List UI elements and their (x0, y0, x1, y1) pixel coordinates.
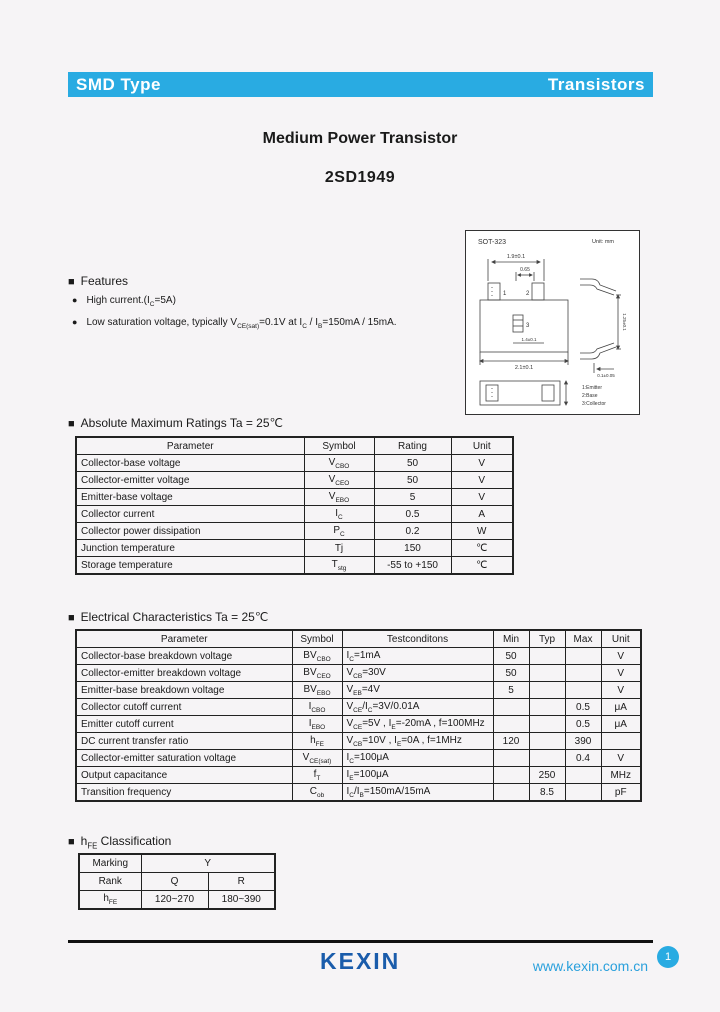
table-cell: $I_C/I_B=150mA/15mA$ (342, 784, 493, 802)
marking-value: Y (141, 854, 275, 873)
table-header-row (76, 437, 513, 455)
table-cell (493, 767, 529, 784)
table-cell: V (601, 648, 641, 665)
table-row (76, 506, 513, 523)
table-cell: $BV_{CBO}$ (292, 648, 342, 665)
table-cell: Collector-base breakdown voltage (76, 648, 292, 665)
page-number-badge (657, 946, 679, 968)
table-cell (529, 665, 565, 682)
table-cell (529, 750, 565, 767)
table-cell: ℃ (451, 540, 513, 557)
table-cell: μA (601, 699, 641, 716)
table-cell: $h_{FE}$ (292, 733, 342, 750)
table-cell: $f_T$ (292, 767, 342, 784)
abs-max-heading-label: Absolute Maximum Ratings Ta = 25℃ (80, 416, 284, 430)
table-row (76, 682, 641, 699)
table-row (76, 489, 513, 506)
bullet-dot-icon: ● (72, 317, 78, 327)
table-cell: $V_{CB}=30V$ (342, 665, 493, 682)
table-cell (565, 767, 601, 784)
header-left-label: SMD Type (76, 74, 161, 94)
marking-label: Marking (79, 854, 141, 873)
table-cell (601, 733, 641, 750)
table-cell (493, 750, 529, 767)
table-cell: Emitter-base voltage (76, 489, 304, 506)
table-cell: V (601, 682, 641, 699)
hfe-class-heading (68, 834, 171, 850)
features-heading (68, 274, 128, 288)
col-parameter: Parameter (76, 630, 292, 648)
table-cell: $I_{CBO}$ (292, 699, 342, 716)
table-cell: $BV_{EBO}$ (292, 682, 342, 699)
table-cell (529, 648, 565, 665)
table-cell: 50 (493, 648, 529, 665)
table-cell: $BV_{CEO}$ (292, 665, 342, 682)
section-square-icon: ■ (68, 276, 75, 288)
hfe-range-r: 180~390 (208, 891, 275, 910)
table-cell: $I_{EBO}$ (292, 716, 342, 733)
elec-heading (68, 610, 268, 624)
dim-body-width: 1.9±0.1 (506, 254, 526, 260)
table-cell: 0.5 (374, 506, 451, 523)
table-cell: A (451, 506, 513, 523)
features-heading-label: Features (80, 274, 129, 288)
table-cell: 0.4 (565, 750, 601, 767)
col-test-conditions: Testconditons (342, 630, 493, 648)
hfe-classification-table (78, 853, 276, 910)
abs-max-heading (68, 416, 283, 430)
table-row (79, 854, 275, 873)
table-cell (493, 699, 529, 716)
abs-max-table (75, 436, 514, 575)
table-cell (529, 682, 565, 699)
table-cell: $V_{CEO}$ (304, 472, 374, 489)
table-cell: Emitter cutoff current (76, 716, 292, 733)
hfe-label: $h_{FE}$ (79, 891, 141, 910)
table-row (76, 523, 513, 540)
table-cell: V (451, 472, 513, 489)
feature-item-1 (72, 295, 176, 308)
table-cell (565, 682, 601, 699)
table-cell: MHz (601, 767, 641, 784)
table-cell: DC current transfer ratio (76, 733, 292, 750)
table-row (76, 750, 641, 767)
col-unit: Unit (451, 437, 513, 455)
package-label: SOT-323 (478, 239, 507, 246)
table-cell: 390 (565, 733, 601, 750)
rank-q: Q (141, 873, 208, 891)
table-cell: V (451, 455, 513, 472)
table-cell: 5 (493, 682, 529, 699)
table-cell: Collector-emitter breakdown voltage (76, 665, 292, 682)
section-square-icon: ■ (68, 836, 75, 848)
table-cell: Tj (304, 540, 374, 557)
table-cell: W (451, 523, 513, 540)
table-cell: $V_{EB}=4V$ (342, 682, 493, 699)
dim-pitch: 0.65 (520, 267, 530, 273)
table-cell: $I_E=100\mu A$ (342, 767, 493, 784)
page-title: Medium Power Transistor (262, 130, 458, 147)
table-cell: $P_C$ (304, 523, 374, 540)
rank-label: Rank (79, 873, 141, 891)
table-cell: V (601, 665, 641, 682)
table-row (79, 873, 275, 891)
website-url[interactable]: www.kexin.com.cn (532, 958, 648, 974)
table-cell: $V_{CE}/I_C=3V/0.01A$ (342, 699, 493, 716)
package-outline-box (465, 230, 640, 415)
table-cell: μA (601, 716, 641, 733)
table-cell: $V_{CB}=10V$ , $I_E=0A$ , f=1MHz (342, 733, 493, 750)
table-cell: $V_{CBO}$ (304, 455, 374, 472)
col-max: Max (565, 630, 601, 648)
unit-label: Unit: mm (592, 239, 614, 245)
table-cell: Collector-emitter saturation voltage (76, 750, 292, 767)
table-cell (529, 699, 565, 716)
table-cell: 120 (493, 733, 529, 750)
table-cell: Storage temperature (76, 557, 304, 575)
table-row (76, 557, 513, 575)
feature-1-text: High $current.(I_C=5A)$ (86, 295, 176, 308)
table-cell: V (451, 489, 513, 506)
col-symbol: Symbol (292, 630, 342, 648)
elec-heading-label: Electrical Characteristics Ta = 25℃ (80, 610, 269, 624)
dim-standoff: 0.1±0.05 (597, 373, 615, 378)
pin-1-label: 1 (503, 291, 507, 297)
header-right-label: Transistors (547, 74, 645, 94)
col-rating: Rating (374, 437, 451, 455)
hfe-class-heading-label: $h_{FE}$ Classification (80, 834, 172, 851)
table-cell: 50 (374, 472, 451, 489)
table-cell: $C_{ob}$ (292, 784, 342, 802)
table-row (76, 716, 641, 733)
table-row (76, 699, 641, 716)
table-cell (565, 665, 601, 682)
col-typ: Typ (529, 630, 565, 648)
table-cell: Collector power dissipation (76, 523, 304, 540)
table-cell: $V_{CE}=5V$ , $I_E=-20mA$ , f=100MHz (342, 716, 493, 733)
legend-collector: 3:Collector (582, 401, 606, 407)
col-unit: Unit (601, 630, 641, 648)
feature-2-text: Low saturation voltage, typically $V_{CE(sat)}=0.1V$ at $I_C / I_B=150mA / 15mA$. (86, 317, 397, 330)
table-cell: 250 (529, 767, 565, 784)
hfe-range-q: 120~270 (141, 891, 208, 910)
table-cell (565, 648, 601, 665)
table-cell: 50 (493, 665, 529, 682)
col-symbol: Symbol (304, 437, 374, 455)
table-cell (493, 716, 529, 733)
rank-r: R (208, 873, 275, 891)
col-parameter: Parameter (76, 437, 304, 455)
table-cell: pF (601, 784, 641, 802)
section-square-icon: ■ (68, 418, 75, 430)
table-cell: Junction temperature (76, 540, 304, 557)
legend-emitter: 1:Emitter (582, 385, 603, 391)
bullet-dot-icon: ● (72, 295, 78, 305)
package-drawing (466, 231, 639, 414)
part-number: 2SD1949 (324, 169, 396, 186)
kexin-logo: KEXIN (320, 948, 401, 974)
table-row (76, 648, 641, 665)
pin-2-label: 2 (526, 291, 530, 297)
table-cell: Collector-base voltage (76, 455, 304, 472)
table-cell: $I_C=100\mu A$ (342, 750, 493, 767)
electrical-characteristics-table (75, 629, 642, 802)
header-bar (68, 72, 653, 97)
legend-base: 2:Base (582, 393, 598, 399)
feature-item-2 (72, 317, 397, 330)
table-row (76, 767, 641, 784)
table-cell (565, 784, 601, 802)
table-row (76, 455, 513, 472)
col-min: Min (493, 630, 529, 648)
table-row (76, 472, 513, 489)
table-cell: Collector cutoff current (76, 699, 292, 716)
table-cell: 0.5 (565, 716, 601, 733)
table-row (79, 891, 275, 910)
table-cell: $V_{CE(sat)}$ (292, 750, 342, 767)
dim-overall-width: 2.1±0.1 (514, 365, 534, 371)
table-cell: Collector-emitter voltage (76, 472, 304, 489)
table-cell: 0.5 (565, 699, 601, 716)
page-number: 1 (664, 951, 672, 963)
table-cell: ℃ (451, 557, 513, 575)
footer-divider (68, 940, 653, 943)
table-cell: Transition frequency (76, 784, 292, 802)
pin-3-label: 3 (526, 323, 530, 329)
table-row (76, 733, 641, 750)
table-cell (529, 716, 565, 733)
table-cell: Output capacitance (76, 767, 292, 784)
table-cell: 150 (374, 540, 451, 557)
table-cell: $I_C=1mA$ (342, 648, 493, 665)
table-cell: Collector current (76, 506, 304, 523)
table-row (76, 784, 641, 802)
table-cell: -55 to +150 (374, 557, 451, 575)
table-cell: 50 (374, 455, 451, 472)
table-cell: 0.2 (374, 523, 451, 540)
dim-pad-span: 1.4±0.1 (521, 337, 537, 342)
table-cell (529, 733, 565, 750)
table-row (76, 665, 641, 682)
table-cell: 5 (374, 489, 451, 506)
table-cell: 8.5 (529, 784, 565, 802)
table-cell: $I_C$ (304, 506, 374, 523)
table-cell: $V_{EBO}$ (304, 489, 374, 506)
table-cell: Emitter-base breakdown voltage (76, 682, 292, 699)
table-cell: $T_{stg}$ (304, 557, 374, 575)
table-header-row (76, 630, 641, 648)
dim-height: 1.25±0.1 (622, 313, 627, 331)
table-cell: V (601, 750, 641, 767)
table-row (76, 540, 513, 557)
section-square-icon: ■ (68, 612, 75, 624)
table-cell (493, 784, 529, 802)
